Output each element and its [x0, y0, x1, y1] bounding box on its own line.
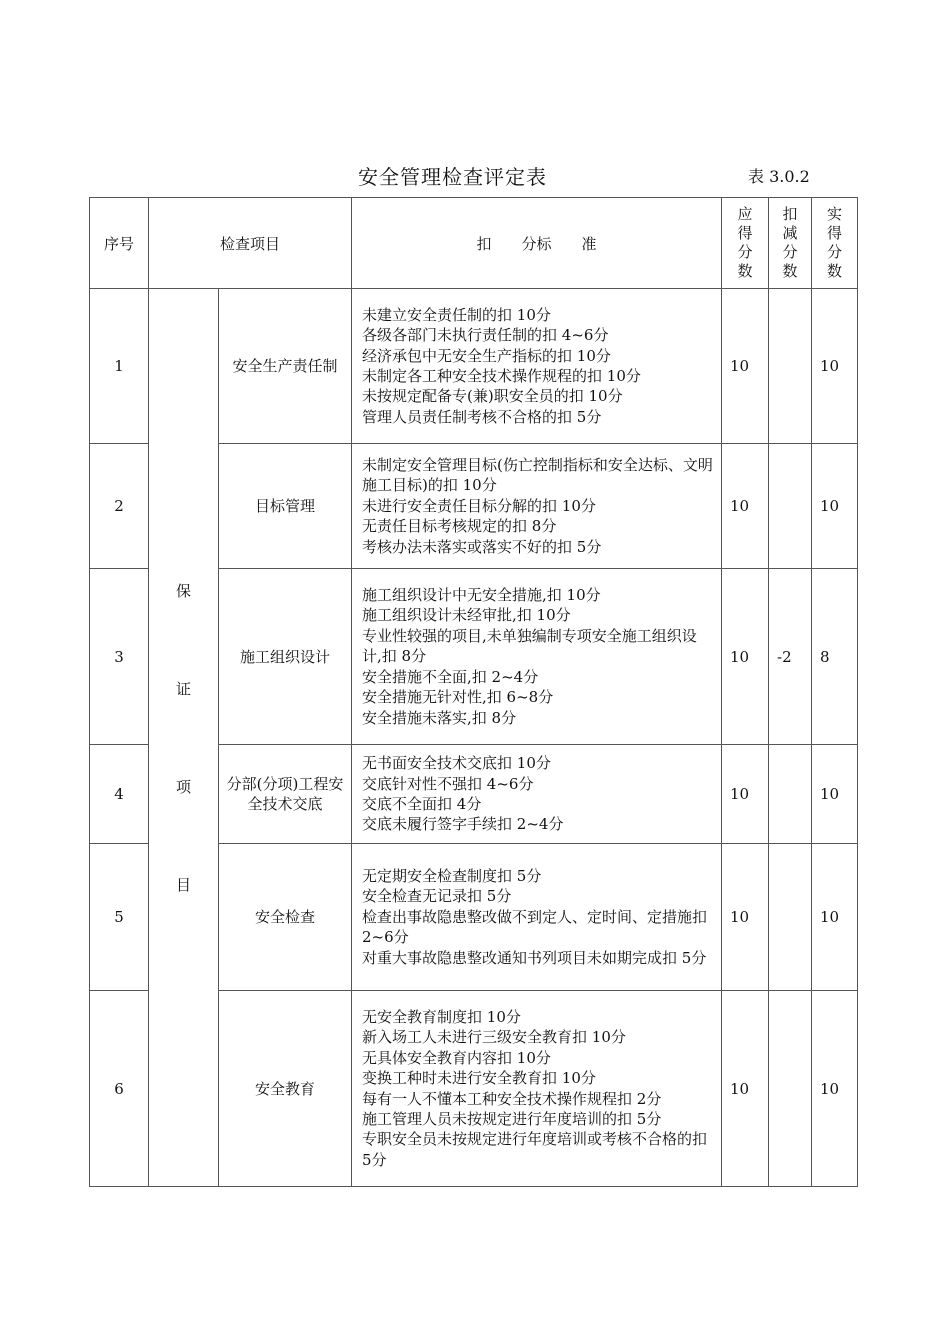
row-criteria: 无定期安全检查制度扣 5分 安全检查无记录扣 5分 检查出事故隐患整改做不到定人、定时间、定措施扣 2~6分 对重大事故隐患整改通知书列项目未如期完成扣 5分 — [352, 844, 722, 991]
row-deduct-score — [769, 745, 812, 844]
row-seq: 5 — [90, 844, 149, 991]
row-should-score: 10 — [722, 745, 769, 844]
category-guarantee-items: 保 证 项 目 — [149, 289, 219, 1187]
row-criteria: 无书面安全技术交底扣 10分 交底针对性不强扣 4~6分 交底不全面扣 4分 交底未履行签字手续扣 2~4分 — [352, 745, 722, 844]
header-deduct-score: 扣 减 分 数 — [769, 198, 812, 289]
row-should-score: 10 — [722, 289, 769, 444]
row-deduct-score — [769, 289, 812, 444]
row-actual-score: 10 — [812, 289, 858, 444]
row-deduct-score: -2 — [769, 569, 812, 745]
row-item: 分部(分项)工程安全技术交底 — [219, 745, 352, 844]
row-seq: 1 — [90, 289, 149, 444]
row-deduct-score — [769, 991, 812, 1187]
table-row — [90, 289, 858, 444]
row-actual-score: 8 — [812, 569, 858, 745]
row-seq: 4 — [90, 745, 149, 844]
header-criteria: 扣 分标 准 — [352, 198, 722, 289]
row-actual-score: 10 — [812, 991, 858, 1187]
row-criteria: 未制定安全管理目标(伤亡控制指标和安全达标、文明施工目标)的扣 10分 未进行安全责任目标分解的扣 10分 无责任目标考核规定的扣 8分 考核办法未落实或落实不好的扣 5分 — [352, 444, 722, 569]
row-criteria: 无安全教育制度扣 10分 新入场工人未进行三级安全教育扣 10分 无具体安全教育内容扣 10分 变换工种时未进行安全教育扣 10分 每有一人不懂本工种安全技术操作规程扣 2分 施工管理人员未按规定进行年度培训的扣 5分 专职安全员未按规定进行年度培训或考核不合格的扣 5分 — [352, 991, 722, 1187]
row-actual-score: 10 — [812, 745, 858, 844]
row-seq: 6 — [90, 991, 149, 1187]
table-number: 表 3.0.2 — [748, 167, 810, 186]
row-item: 施工组织设计 — [219, 569, 352, 745]
row-deduct-score — [769, 444, 812, 569]
header-item: 检查项目 — [149, 198, 352, 289]
row-item: 安全检查 — [219, 844, 352, 991]
header-row — [90, 198, 858, 289]
row-should-score: 10 — [722, 991, 769, 1187]
row-criteria: 未建立安全责任制的扣 10分 各级各部门未执行责任制的扣 4~6分 经济承包中无安全生产指标的扣 10分 未制定各工种安全技术操作规程的扣 10分 未按规定配备专(兼)职安全员的扣 10分 管理人员责任制考核不合格的扣 5分 — [352, 289, 722, 444]
header-seq: 序号 — [90, 198, 149, 289]
row-seq: 3 — [90, 569, 149, 745]
header-actual-score: 实 得 分 数 — [812, 198, 858, 289]
row-should-score: 10 — [722, 844, 769, 991]
row-actual-score: 10 — [812, 444, 858, 569]
row-actual-score: 10 — [812, 844, 858, 991]
row-item: 目标管理 — [219, 444, 352, 569]
row-criteria: 施工组织设计中无安全措施,扣 10分 施工组织设计未经审批,扣 10分 专业性较强的项目,未单独编制专项安全施工组织设计,扣 8分 安全措施不全面,扣 2~4分 安全措施无针对性,扣 6~8分 安全措施未落实,扣 8分 — [352, 569, 722, 745]
row-item: 安全教育 — [219, 991, 352, 1187]
page-title: 安全管理检查评定表 — [358, 165, 547, 189]
header-should-score: 应 得 分 数 — [722, 198, 769, 289]
row-deduct-score — [769, 844, 812, 991]
row-should-score: 10 — [722, 569, 769, 745]
row-item: 安全生产责任制 — [219, 289, 352, 444]
row-should-score: 10 — [722, 444, 769, 569]
row-seq: 2 — [90, 444, 149, 569]
safety-management-table — [89, 197, 858, 1187]
